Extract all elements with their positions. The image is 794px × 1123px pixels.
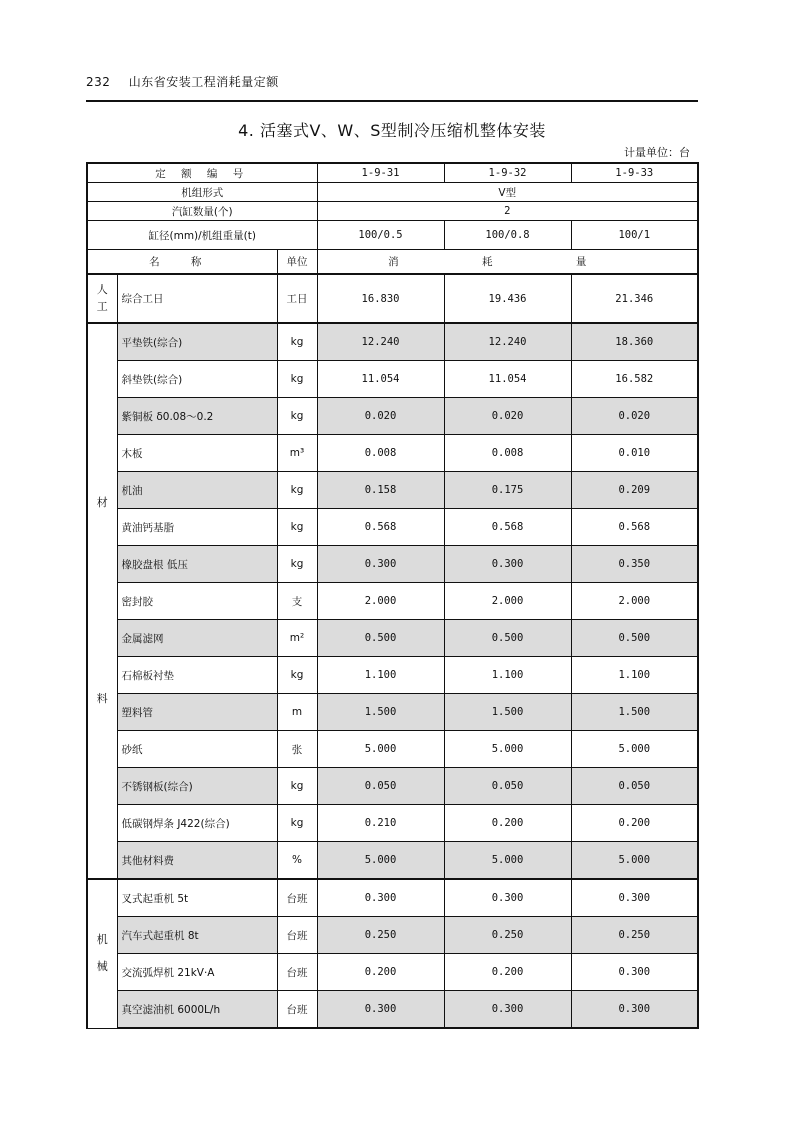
bore-value: 100/0.5	[317, 221, 444, 250]
item-value: 0.500	[317, 620, 444, 657]
labor-value: 16.830	[317, 274, 444, 323]
item-value: 0.500	[571, 620, 698, 657]
item-unit: m²	[277, 620, 317, 657]
item-name: 叉式起重机 5t	[117, 879, 277, 917]
section-title: 4. 活塞式V、W、S型制冷压缩机整体安装	[238, 121, 546, 140]
material-row	[87, 398, 698, 435]
item-value: 1.100	[571, 657, 698, 694]
item-name: 金属滤网	[117, 620, 277, 657]
item-unit: 台班	[277, 917, 317, 954]
code-cell: 1-9-32	[444, 163, 571, 183]
item-value: 12.240	[317, 323, 444, 361]
item-value: 0.008	[444, 435, 571, 472]
bore-label: 缸径(mm)/机组重量(t)	[87, 221, 317, 250]
item-value: 5.000	[317, 731, 444, 768]
item-value: 0.568	[317, 509, 444, 546]
item-value: 5.000	[571, 731, 698, 768]
item-name: 砂纸	[117, 731, 277, 768]
bore-row	[87, 221, 698, 250]
material-row	[87, 583, 698, 620]
item-name: 斜垫铁(综合)	[117, 361, 277, 398]
item-value: 0.568	[444, 509, 571, 546]
cylinders-value: 2	[317, 202, 698, 221]
code-cell: 1-9-31	[317, 163, 444, 183]
cylinders-row	[87, 202, 698, 221]
item-value: 1.500	[444, 694, 571, 731]
header-rule	[86, 100, 698, 102]
item-unit: 台班	[277, 954, 317, 991]
column-header-row	[87, 250, 698, 275]
form-label: 机组形式	[87, 183, 317, 202]
item-name: 汽车式起重机 8t	[117, 917, 277, 954]
item-unit: kg	[277, 361, 317, 398]
materials-category-label	[87, 323, 117, 879]
item-value: 0.568	[571, 509, 698, 546]
cylinders-label: 汽缸数量(个)	[87, 202, 317, 221]
item-unit: kg	[277, 768, 317, 805]
item-name: 真空滤油机 6000L/h	[117, 991, 277, 1029]
material-row	[87, 731, 698, 768]
item-value: 0.020	[444, 398, 571, 435]
item-unit: kg	[277, 509, 317, 546]
bore-value: 100/0.8	[444, 221, 571, 250]
code-row	[87, 163, 698, 183]
item-value: 1.500	[317, 694, 444, 731]
item-value: 0.250	[317, 917, 444, 954]
item-value: 16.582	[571, 361, 698, 398]
item-unit: kg	[277, 657, 317, 694]
material-row	[87, 842, 698, 880]
item-value: 5.000	[571, 842, 698, 880]
page-number: 232	[86, 75, 111, 89]
machinery-category-top: 机	[96, 933, 108, 947]
item-value: 0.200	[571, 805, 698, 842]
item-name: 橡胶盘根 低压	[117, 546, 277, 583]
labor-value: 21.346	[571, 274, 698, 323]
item-name: 塑料管	[117, 694, 277, 731]
labor-value: 19.436	[444, 274, 571, 323]
material-row	[87, 323, 698, 361]
item-unit: 张	[277, 731, 317, 768]
item-value: 0.158	[317, 472, 444, 509]
labor-unit: 工日	[277, 274, 317, 323]
item-value: 2.000	[444, 583, 571, 620]
item-name: 机油	[117, 472, 277, 509]
item-value: 0.210	[317, 805, 444, 842]
material-row	[87, 805, 698, 842]
item-value: 0.300	[444, 991, 571, 1029]
item-value: 0.175	[444, 472, 571, 509]
item-value: 2.000	[317, 583, 444, 620]
item-unit: %	[277, 842, 317, 880]
item-unit: m	[277, 694, 317, 731]
material-row	[87, 435, 698, 472]
item-value: 0.300	[444, 879, 571, 917]
item-name: 其他材料费	[117, 842, 277, 880]
machinery-row	[87, 917, 698, 954]
item-unit: kg	[277, 805, 317, 842]
item-value: 0.300	[444, 546, 571, 583]
book-title: 山东省安装工程消耗量定额	[128, 75, 279, 89]
unit-note: 计量单位：台	[624, 146, 690, 159]
item-value: 11.054	[444, 361, 571, 398]
item-name: 紫铜板 δ0.08～0.2	[117, 398, 277, 435]
labor-name: 综合工日	[117, 274, 277, 323]
materials-section	[87, 323, 698, 879]
machinery-row	[87, 991, 698, 1029]
item-name: 木板	[117, 435, 277, 472]
unit-column-header: 单位	[277, 250, 317, 275]
material-row	[87, 361, 698, 398]
labor-row	[87, 274, 698, 323]
item-value: 1.100	[444, 657, 571, 694]
machinery-category-bottom: 械	[96, 959, 108, 973]
material-row	[87, 657, 698, 694]
item-value: 12.240	[444, 323, 571, 361]
code-label: 定 额 编 号	[87, 163, 317, 183]
item-value: 0.300	[571, 954, 698, 991]
item-value: 11.054	[317, 361, 444, 398]
item-value: 0.050	[571, 768, 698, 805]
item-unit: kg	[277, 546, 317, 583]
item-name: 石棉板衬垫	[117, 657, 277, 694]
item-value: 0.209	[571, 472, 698, 509]
item-name: 低碳钢焊条 J422(综合)	[117, 805, 277, 842]
item-value: 5.000	[444, 731, 571, 768]
material-row	[87, 768, 698, 805]
machinery-section	[87, 879, 698, 1028]
code-cell: 1-9-33	[571, 163, 698, 183]
item-unit: kg	[277, 323, 317, 361]
item-name: 密封胶	[117, 583, 277, 620]
material-row	[87, 620, 698, 657]
item-value: 0.200	[444, 954, 571, 991]
name-column-header: 名 称	[87, 250, 277, 275]
item-value: 0.250	[571, 917, 698, 954]
material-row	[87, 472, 698, 509]
material-row	[87, 546, 698, 583]
item-name: 不锈钢板(综合)	[117, 768, 277, 805]
item-value: 0.300	[317, 546, 444, 583]
item-unit: 支	[277, 583, 317, 620]
item-value: 0.020	[571, 398, 698, 435]
item-name: 黄油钙基脂	[117, 509, 277, 546]
item-value: 0.250	[444, 917, 571, 954]
labor-category-label: 人工	[87, 274, 117, 323]
bore-value: 100/1	[571, 221, 698, 250]
item-value: 0.050	[444, 768, 571, 805]
item-value: 0.020	[317, 398, 444, 435]
item-value: 0.010	[571, 435, 698, 472]
item-value: 0.200	[444, 805, 571, 842]
item-unit: kg	[277, 398, 317, 435]
item-unit: m³	[277, 435, 317, 472]
material-row	[87, 694, 698, 731]
machinery-row	[87, 879, 698, 917]
item-unit: 台班	[277, 991, 317, 1029]
item-name: 交流弧焊机 21kV·A	[117, 954, 277, 991]
item-value: 5.000	[317, 842, 444, 880]
item-unit: 台班	[277, 879, 317, 917]
item-value: 0.200	[317, 954, 444, 991]
item-value: 0.008	[317, 435, 444, 472]
page-header	[86, 73, 698, 95]
item-value: 0.500	[444, 620, 571, 657]
form-value: V型	[317, 183, 698, 202]
materials-category-top: 材	[96, 495, 108, 509]
material-row	[87, 509, 698, 546]
item-unit: kg	[277, 472, 317, 509]
machinery-row	[87, 954, 698, 991]
item-value: 0.300	[571, 991, 698, 1029]
item-value: 0.300	[571, 879, 698, 917]
item-value: 2.000	[571, 583, 698, 620]
item-value: 1.100	[317, 657, 444, 694]
form-row	[87, 183, 698, 202]
consumption-column-header: 消 耗 量	[317, 250, 698, 275]
item-value: 0.300	[317, 991, 444, 1029]
item-value: 0.350	[571, 546, 698, 583]
item-value: 5.000	[444, 842, 571, 880]
materials-category-bottom: 料	[96, 692, 108, 705]
item-value: 0.050	[317, 768, 444, 805]
item-value: 0.300	[317, 879, 444, 917]
item-name: 平垫铁(综合)	[117, 323, 277, 361]
item-value: 1.500	[571, 694, 698, 731]
machinery-category-label	[87, 879, 117, 1028]
quota-table	[86, 162, 699, 1029]
item-value: 18.360	[571, 323, 698, 361]
